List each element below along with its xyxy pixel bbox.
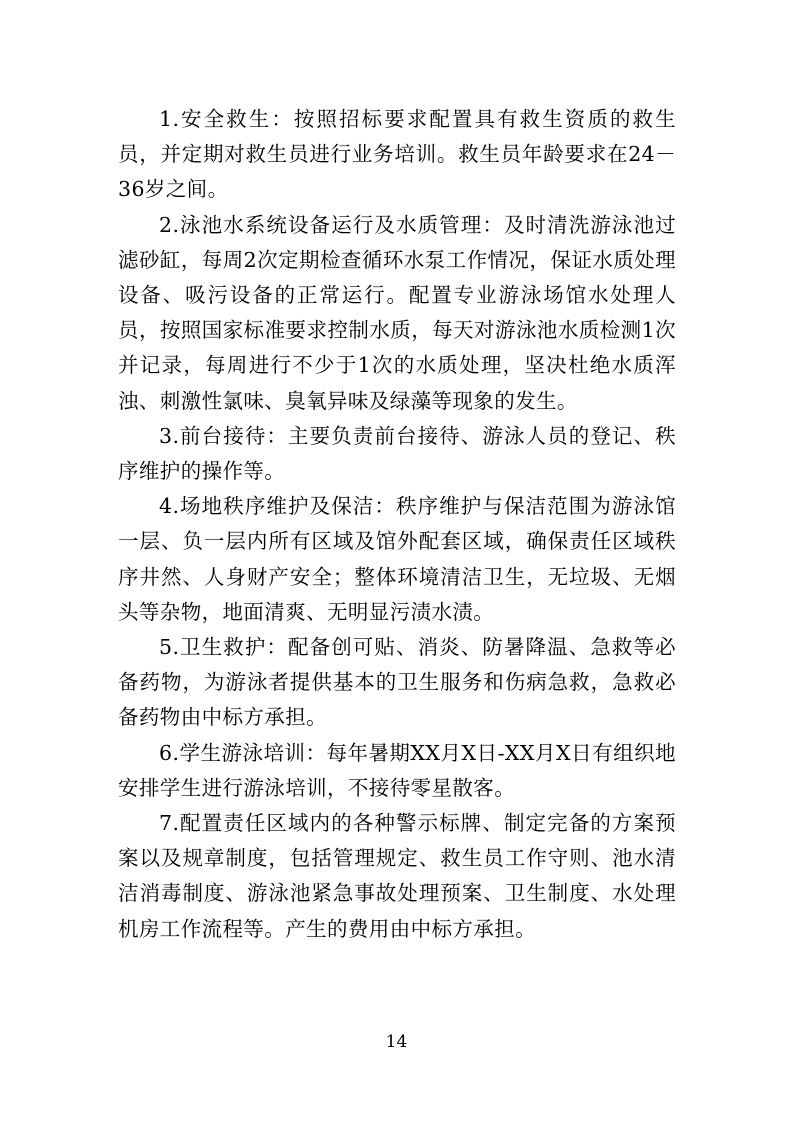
paragraph-safety-lifeguard: 1.安全救生：按照招标要求配置具有救生资质的救生员，并定期对救生员进行业务培训。救生员年龄要求在24－36岁之间。 bbox=[118, 107, 676, 202]
document-body bbox=[118, 102, 676, 947]
paragraph-student-training: 6.学生游泳培训：每年暑期XX月X日-XX月X日有组织地安排学生进行游泳培训，不接待零星散客。 bbox=[118, 740, 676, 800]
paragraph-signage-rules: 7.配置责任区域内的各种警示标牌、制定完备的方案预案以及规章制度，包括管理规定、救生员工作守则、池水清洁消毒制度、游泳池紧急事故处理预案、卫生制度、水处理机房工作流程等。产生的费用由中标方承担。 bbox=[118, 811, 676, 941]
page-number: 14 bbox=[385, 1032, 408, 1052]
paragraph-first-aid: 5.卫生救护：配备创可贴、消炎、防暑降温、急救等必备药物，为游泳者提供基本的卫生服务和伤病急救，急救必备药物由中标方承担。 bbox=[118, 635, 676, 730]
paragraph-water-quality: 2.泳池水系统设备运行及水质管理：及时清洗游泳池过滤砂缸，每周2次定期检查循环水泵工作情况，保证水质处理设备、吸污设备的正常运行。配置专业游泳场馆水处理人员，按照国家标准要求控制水质，每天对游泳池水质检测1次并记录，每周进行不少于1次的水质处理，坚决杜绝水质浑浊、刺激性氯味、臭氧异味及绿藻等现象的发生。 bbox=[118, 212, 676, 413]
paragraph-order-cleaning: 4.场地秩序维护及保洁：秩序维护与保洁范围为游泳馆一层、负一层内所有区域及馆外配套区域，确保责任区域秩序井然、人身财产安全；整体环境清洁卫生，无垃圾、无烟头等杂物，地面清爽、无明显污渍水渍。 bbox=[118, 494, 676, 624]
paragraph-front-desk: 3.前台接待：主要负责前台接待、游泳人员的登记、秩序维护的操作等。 bbox=[118, 423, 676, 484]
